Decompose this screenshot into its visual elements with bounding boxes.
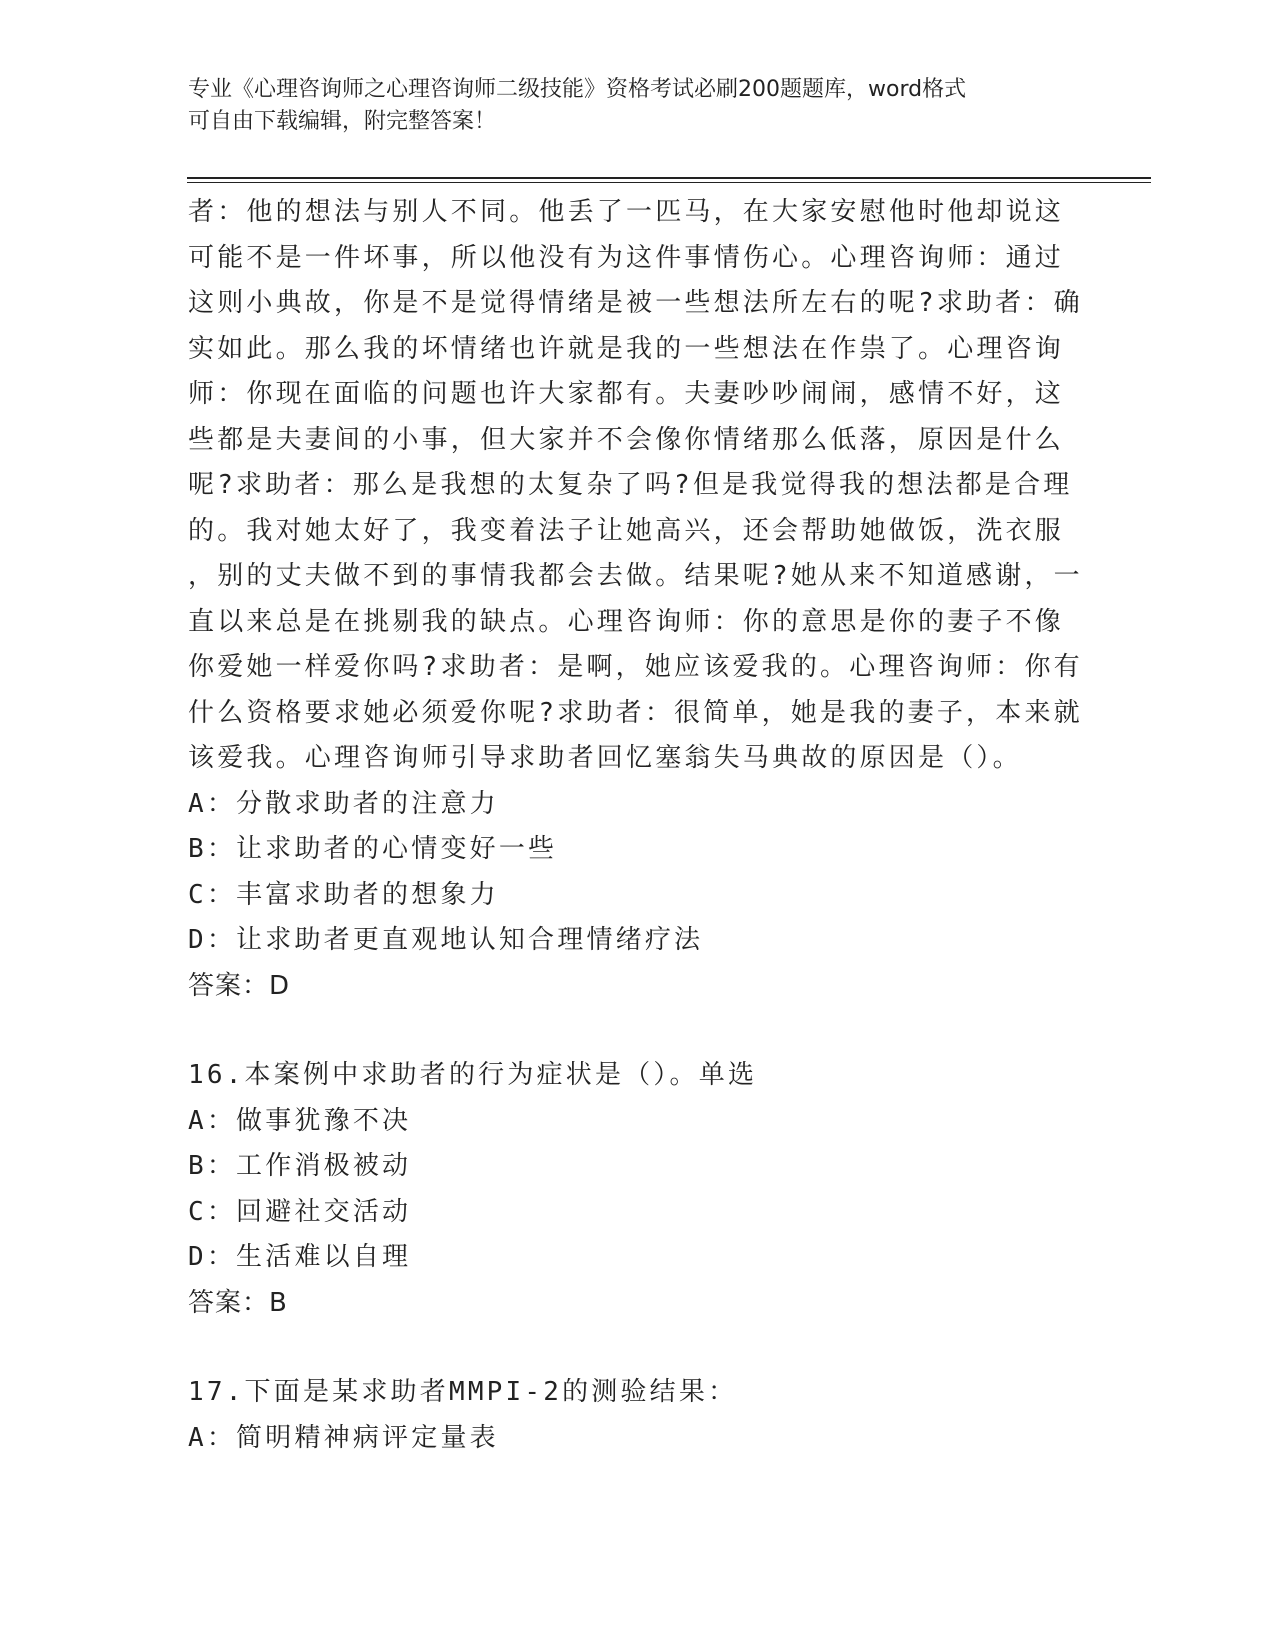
question-15-stem-line: 你爱她一样爱你吗?求助者：是啊，她应该爱我的。心理咨询师：你有 — [188, 652, 1083, 682]
question-15-stem-line: 呢?求助者：那么是我想的太复杂了吗?但是我觉得我的想法都是合理 — [188, 470, 1073, 500]
question-16-option-c: C：回避社交活动 — [188, 1196, 412, 1227]
question-15-stem-line: 师：你现在面临的问题也许大家都有。夫妻吵吵闹闹，感情不好，这 — [188, 379, 1065, 409]
question-15-block — [188, 190, 1088, 1009]
question-15-stem-line: 这则小典故，你是不是觉得情绪是被一些想法所左右的呢?求助者：确 — [188, 288, 1083, 318]
document-header — [188, 74, 1068, 138]
question-15-stem-line: 些都是夫妻间的小事，但大家并不会像你情绪那么低落，原因是什么 — [188, 424, 1065, 455]
header-title-line-2: 可自由下载编辑，附完整答案！ — [188, 109, 497, 134]
question-16-option-d: D：生活难以自理 — [188, 1242, 412, 1272]
header-title-line-1: 专业《心理咨询师之心理咨询师二级技能》资格考试必刷200题题库，word格式 — [188, 77, 967, 102]
question-15-stem-line: ，别的丈夫做不到的事情我都会去做。结果呢?她从来不知道感谢，一 — [188, 561, 1083, 591]
question-15-stem-line: 该爱我。心理咨询师引导求助者回忆塞翁失马典故的原因是（）。 — [188, 743, 1022, 773]
question-content — [188, 190, 1088, 1461]
question-17-option-a: A：简明精神病评定量表 — [188, 1422, 499, 1453]
question-spacer — [188, 1326, 1088, 1370]
question-15-stem-line: 直以来总是在挑剔我的缺点。心理咨询师：你的意思是你的妻子不像 — [188, 606, 1065, 637]
question-15-stem-line: 可能不是一件坏事，所以他没有为这件事情伤心。心理咨询师：通过 — [188, 242, 1065, 273]
question-16-stem: 16.本案例中求助者的行为症状是（）。单选 — [188, 1060, 758, 1090]
question-15-option-a: A：分散求助者的注意力 — [188, 788, 499, 819]
question-15-option-c: C：丰富求助者的想象力 — [188, 879, 499, 910]
header-divider-thin — [187, 182, 1151, 183]
question-15-stem-line: 什么资格要求她必须爱你呢?求助者：很简单，她是我的妻子，本来就 — [188, 697, 1083, 728]
question-17-stem: 17.下面是某求助者MMPI-2的测验结果： — [188, 1377, 738, 1407]
question-16-block — [188, 1053, 1088, 1326]
question-16-answer: 答案：B — [188, 1287, 288, 1318]
question-15-option-d: D：让求助者更直观地认知合理情绪疗法 — [188, 925, 704, 955]
header-divider-thick — [187, 177, 1151, 179]
question-15-stem-line: 的。我对她太好了，我变着法子让她高兴，还会帮助她做饭，洗衣服 — [188, 515, 1065, 546]
question-16-option-b: B：工作消极被动 — [188, 1151, 412, 1181]
question-16-option-a: A：做事犹豫不决 — [188, 1105, 412, 1136]
question-15-answer: 答案：D — [188, 970, 291, 1001]
question-spacer — [188, 1009, 1088, 1053]
question-15-stem-line: 实如此。那么我的坏情绪也许就是我的一些想法在作祟了。心理咨询 — [188, 333, 1065, 364]
question-15-stem-line: 者：他的想法与别人不同。他丢了一匹马，在大家安慰他时他却说这 — [188, 197, 1065, 227]
question-17-block — [188, 1370, 1088, 1461]
question-15-option-b: B：让求助者的心情变好一些 — [188, 834, 558, 864]
